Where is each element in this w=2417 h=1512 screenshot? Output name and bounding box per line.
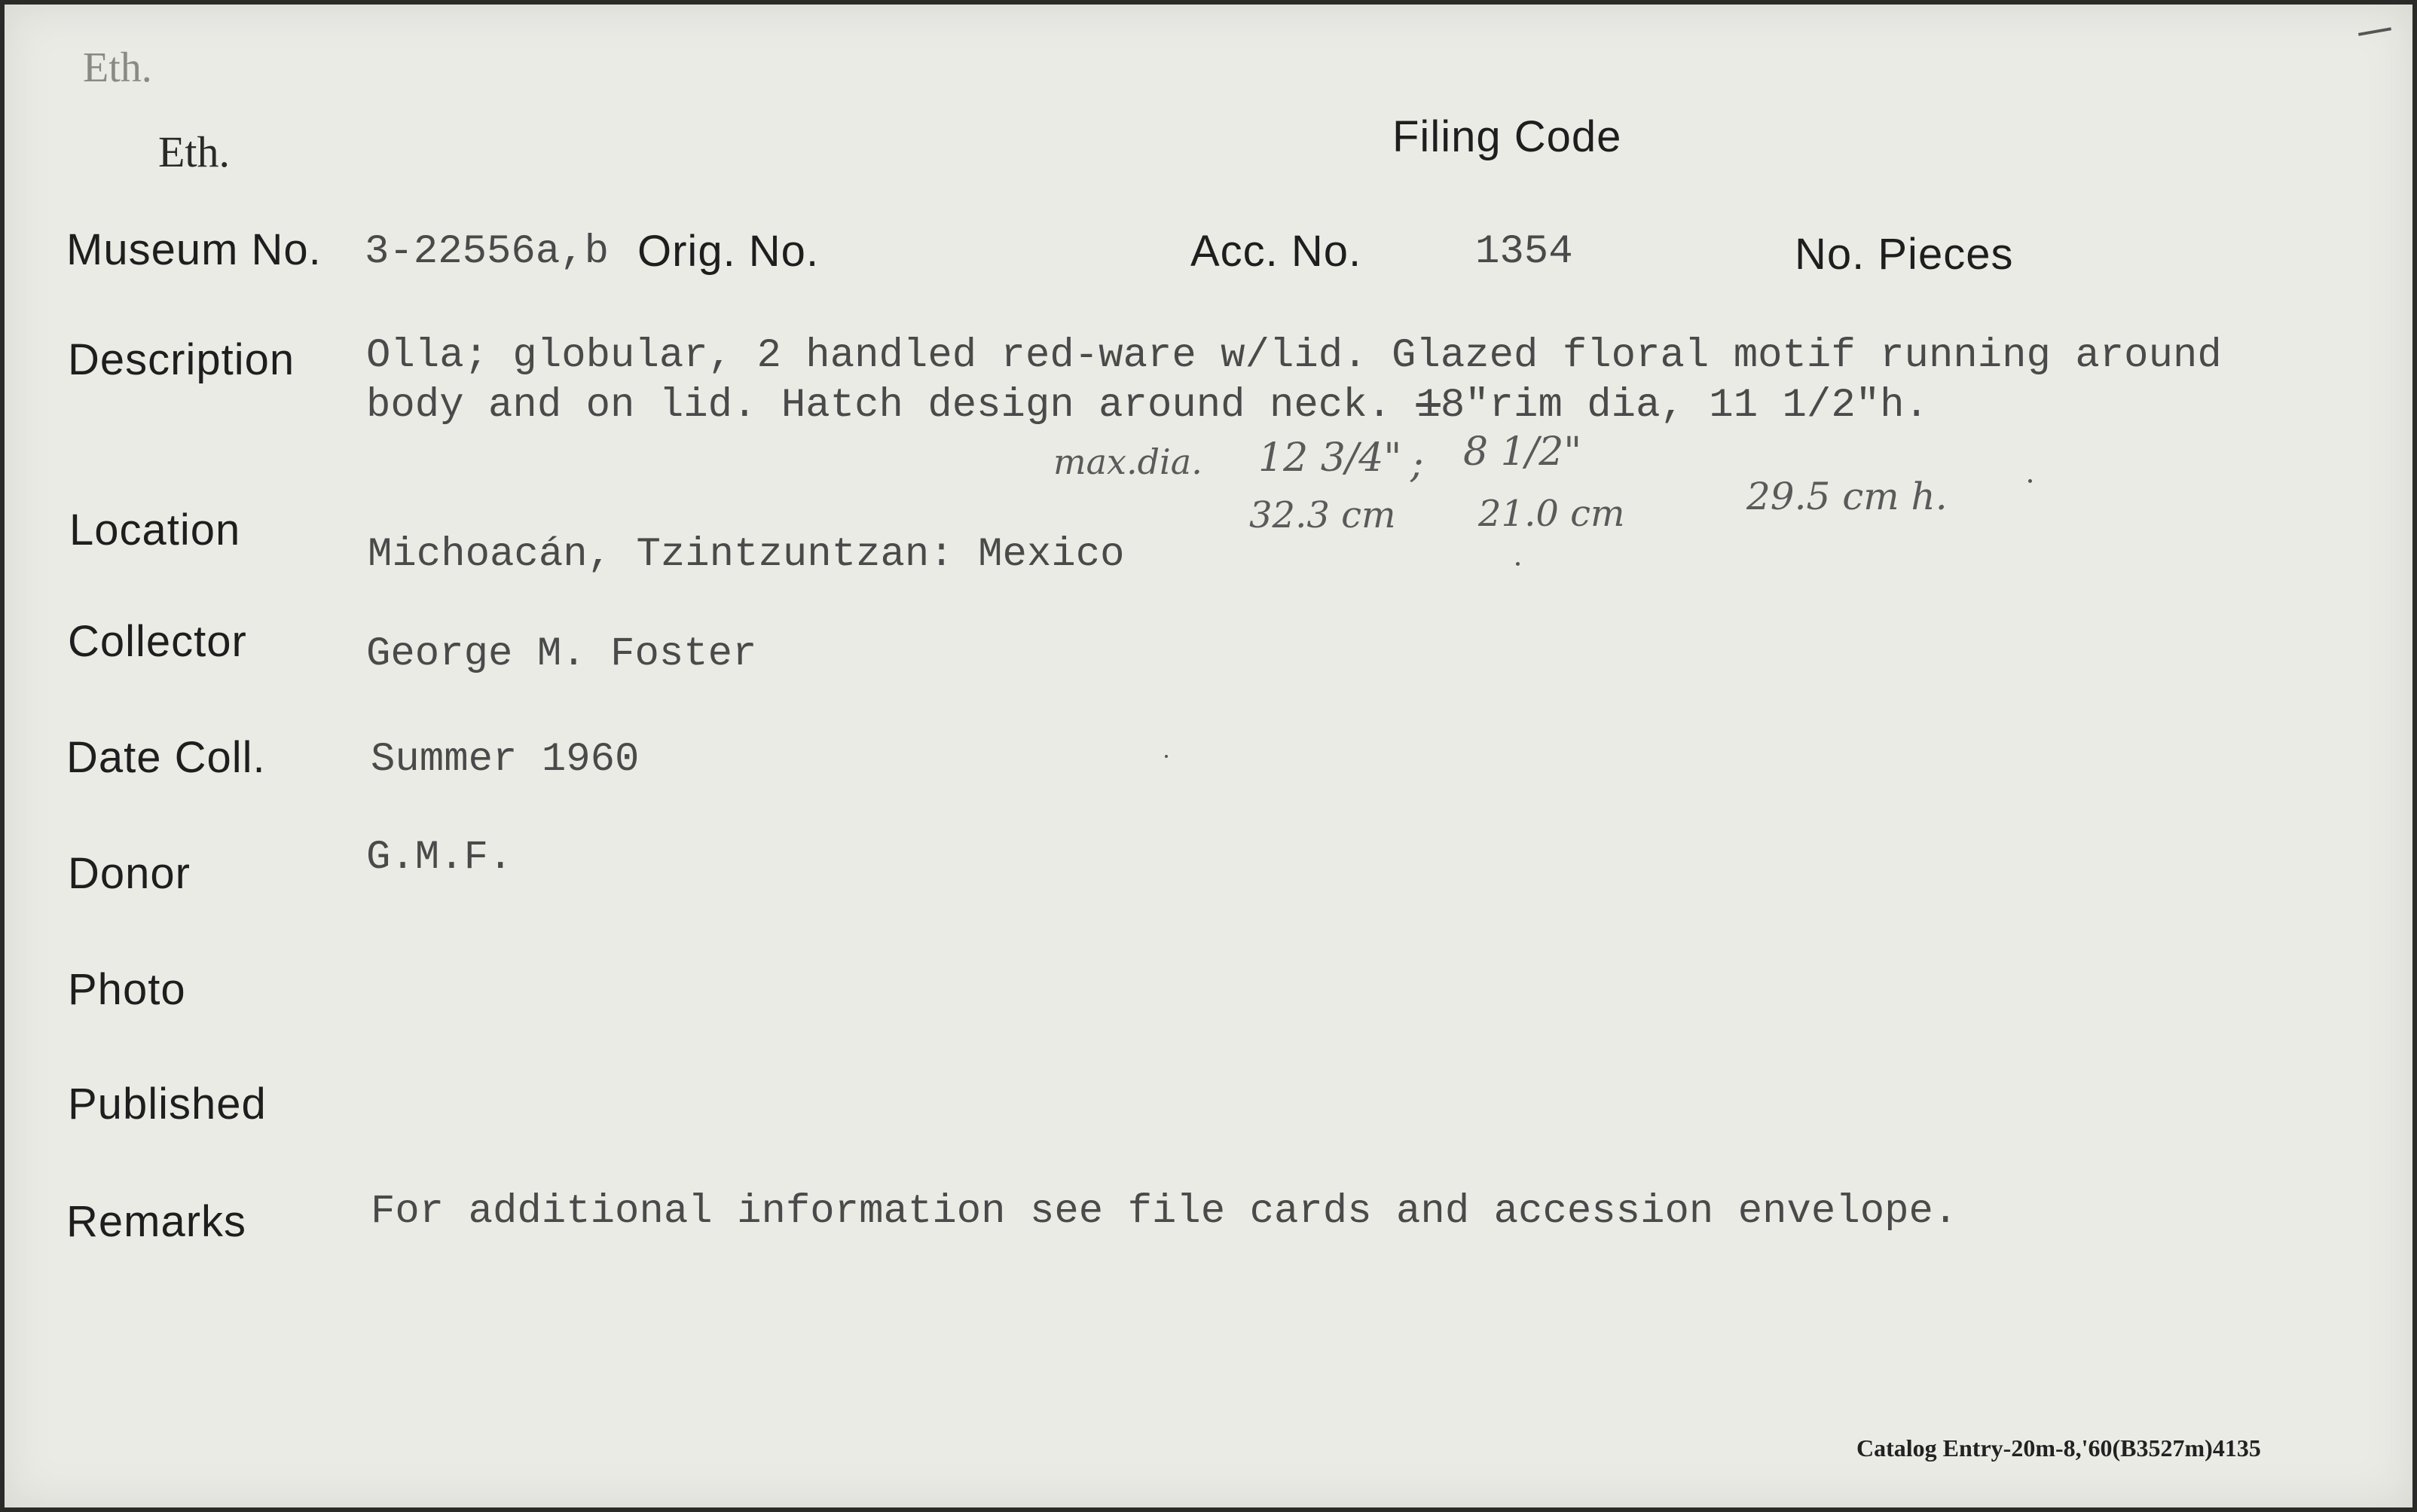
- handwritten-rim-inches: 8 1/2": [1463, 429, 1582, 475]
- handwritten-separator: ;: [1410, 441, 1424, 487]
- description-struck-digit: 1: [1416, 383, 1441, 429]
- catalog-entry-footer: Catalog Entry-20m-8,'60(B3527m)4135: [1856, 1434, 2261, 1462]
- description-line-2-b: 8"rim dia, 11 1/2"h.: [1440, 383, 1929, 429]
- remarks-value: For additional information see file cards and accession envelope.: [371, 1189, 1958, 1235]
- corner-pen-mark: [2358, 27, 2391, 36]
- no-pieces-label: No. Pieces: [1795, 230, 2014, 279]
- handwritten-rim-cm: 21.0 cm: [1478, 493, 1625, 535]
- acc-no-value: 1354: [1475, 229, 1573, 275]
- eth-stamp: Eth.: [83, 44, 152, 91]
- photo-label: Photo: [68, 965, 186, 1014]
- description-line-1: Olla; globular, 2 handled red-ware w/lid. Glazed floral motif running around: [366, 333, 2222, 379]
- published-label: Published: [68, 1080, 267, 1129]
- filing-code-label: Filing Code: [1392, 112, 1622, 161]
- stray-dot: [2028, 479, 2032, 483]
- orig-no-label: Orig. No.: [637, 227, 820, 276]
- stray-dot: [1165, 755, 1168, 758]
- location-label: Location: [69, 506, 241, 554]
- donor-value: G.M.F.: [366, 835, 513, 881]
- description-label: Description: [68, 335, 295, 384]
- date-coll-value: Summer 1960: [371, 737, 640, 783]
- location-value: Michoacán, Tzintzuntzan: Mexico: [368, 532, 1125, 578]
- handwritten-height-cm: 29.5 cm h.: [1746, 475, 1948, 518]
- museum-no-label: Museum No.: [66, 225, 322, 274]
- acc-no-label: Acc. No.: [1190, 227, 1362, 276]
- handwritten-max-dia-inches: 12 3/4": [1258, 435, 1402, 481]
- collector-label: Collector: [68, 617, 247, 666]
- collector-value: George M. Foster: [366, 631, 757, 677]
- description-line-2-a: body and on lid. Hatch design around neck.: [366, 383, 1416, 429]
- donor-label: Donor: [68, 849, 191, 898]
- remarks-label: Remarks: [66, 1197, 247, 1246]
- handwritten-max-dia-cm: 32.3 cm: [1249, 494, 1396, 536]
- description-line-2: [366, 383, 1929, 429]
- handwritten-max-dia-label: max.dia.: [1053, 441, 1202, 482]
- museum-no-value: 3-22556a,b: [365, 229, 610, 275]
- stray-dot: [1516, 562, 1520, 566]
- eth-printed-label: Eth.: [158, 127, 231, 176]
- date-coll-label: Date Coll.: [66, 733, 266, 782]
